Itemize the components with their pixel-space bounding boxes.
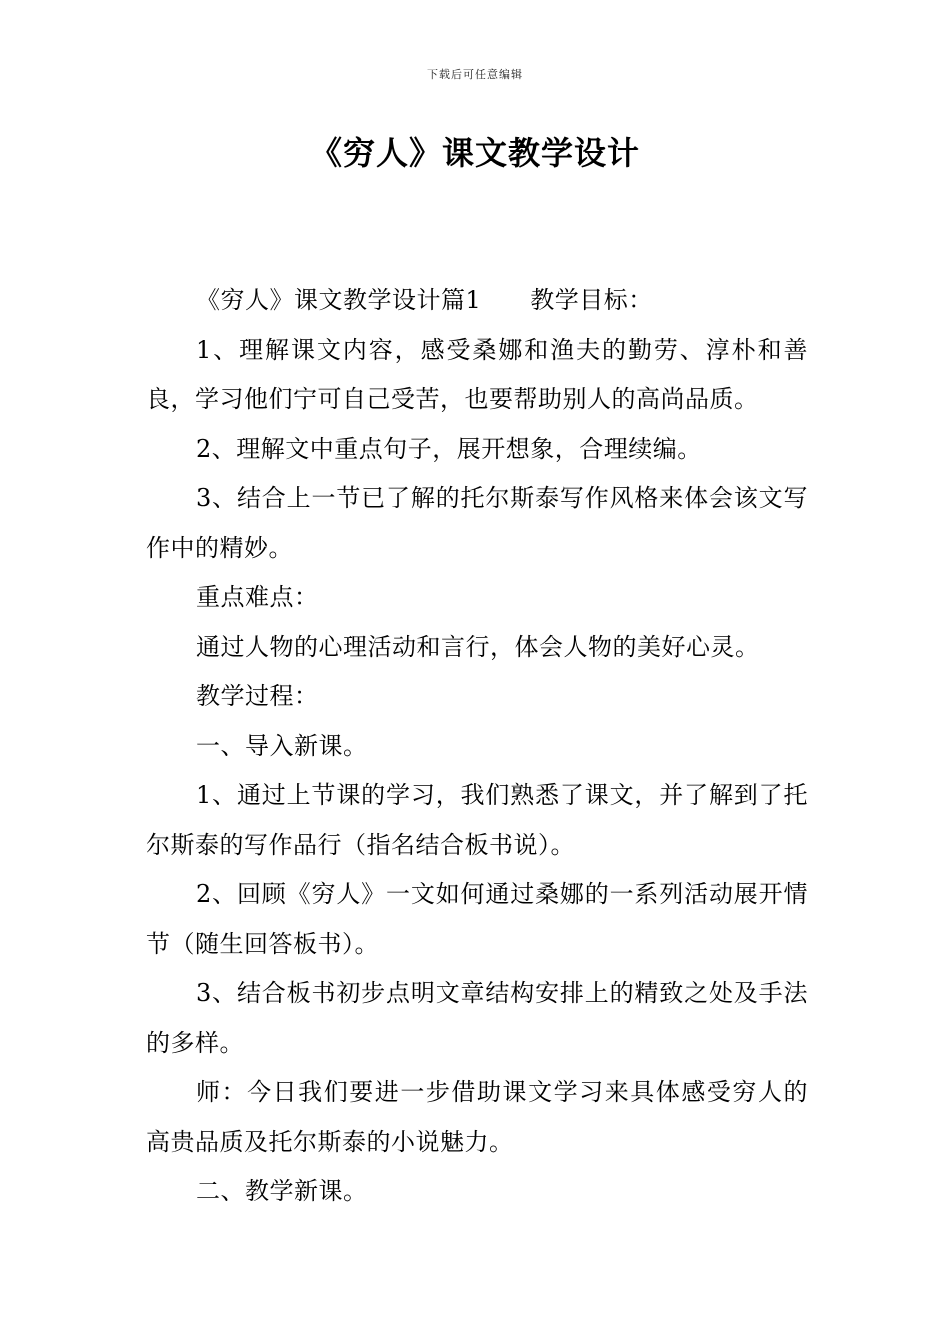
paragraph-teacher-remark: 师：今日我们要进一步借助课文学习来具体感受穷人的高贵品质及托尔斯泰的小说魅力。: [146, 1078, 808, 1156]
paragraph-goal-2: 2、理解文中重点句子，展开想象，合理续编。: [196, 434, 702, 463]
paragraph-key-points-heading: 重点难点：: [196, 583, 319, 611]
paragraph-goal-3: 3、结合上一节已了解的托尔斯泰写作风格来体会该文写作中的精妙。: [146, 484, 808, 562]
paragraph-section-1-heading: 一、导入新课。: [196, 731, 368, 760]
paragraph-section-1-item-1: 1、通过上节课的学习，我们熟悉了课文，并了解到了托尔斯泰的写作品行（指名结合板书说）。: [146, 781, 808, 859]
header-note: 下载后可任意编辑: [427, 68, 523, 81]
paragraph-process-heading: 教学过程：: [196, 682, 319, 710]
paragraph-intro: 《穷人》课文教学设计篇1 教学目标：: [196, 286, 653, 314]
paragraph-goal-1: 1、理解课文内容，感受桑娜和渔夫的勤劳、淳朴和善良，学习他们宁可自己受苦，也要帮助别人的高尚品质。: [146, 335, 808, 413]
paragraph-key-points: 通过人物的心理活动和言行，体会人物的美好心灵。: [196, 632, 760, 661]
paragraph-section-1-item-3: 3、结合板书初步点明文章结构安排上的精致之处及手法的多样。: [146, 979, 808, 1057]
paragraph-section-1-item-2: 2、回顾《穷人》一文如何通过桑娜的一系列活动展开情节（随生回答板书）。: [146, 880, 808, 958]
document-title: 《穷人》课文教学设计: [309, 134, 640, 172]
document-body: [146, 276, 808, 1217]
paragraph-section-2-heading: 二、教学新课。: [196, 1177, 368, 1205]
